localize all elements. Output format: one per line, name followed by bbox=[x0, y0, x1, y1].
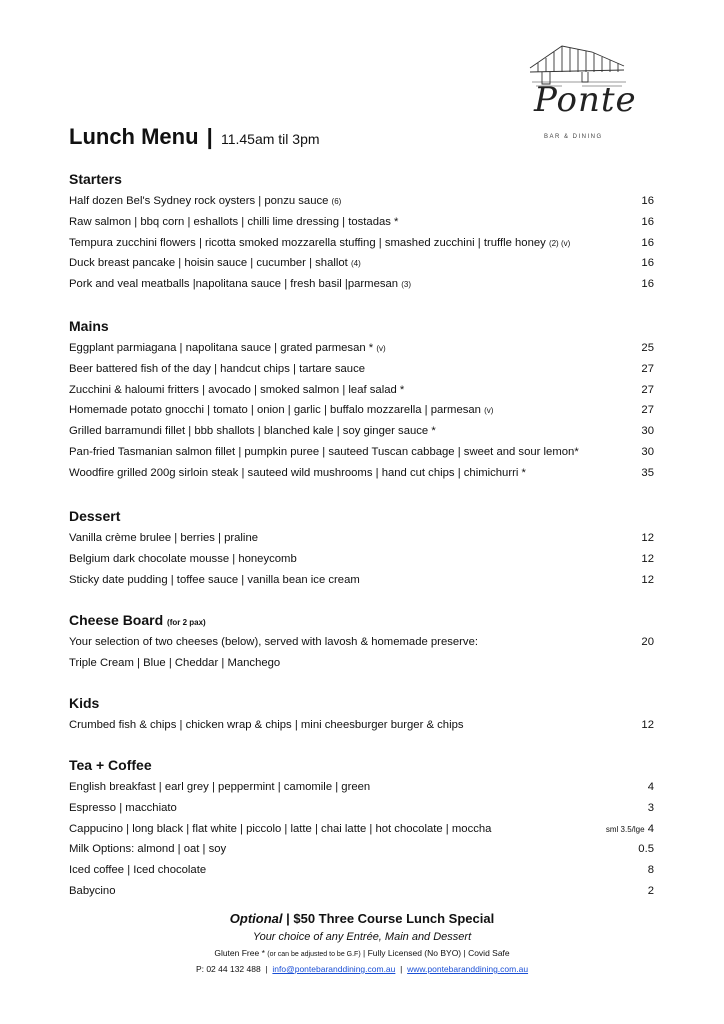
menu-item-description bbox=[69, 193, 341, 210]
menu-item-price bbox=[641, 634, 654, 650]
menu-item-price bbox=[641, 402, 654, 418]
license-info: | Fully Licensed (No BYO) | Covid Safe bbox=[363, 948, 510, 958]
price-size-options: sml 3.5/lge bbox=[605, 824, 645, 834]
menu-item-text: Duck breast pancake | hoisin sauce | cucumber | shallot bbox=[69, 257, 348, 270]
price-value: 12 bbox=[641, 719, 654, 731]
menu-item-description bbox=[69, 883, 115, 899]
price-value: 16 bbox=[641, 236, 654, 249]
menu-item-text: Sticky date pudding | toffee sauce | vanilla bean ice cream bbox=[69, 573, 360, 586]
menu-item-text: Pan-fried Tasmanian salmon fillet | pumpkin puree | sauteed Tuscan cabbage | sweet and sour lemon* bbox=[69, 446, 579, 458]
website-link[interactable]: www.pontebaranddining.com.au bbox=[407, 964, 529, 974]
menu-item bbox=[69, 572, 654, 588]
price-value: 16 bbox=[641, 195, 654, 207]
menu-item-tag: (6) bbox=[331, 197, 342, 206]
contact-divider: | bbox=[400, 964, 403, 974]
menu-item-price bbox=[638, 841, 654, 857]
menu-item-tag: (v) bbox=[376, 344, 386, 353]
menu-item-description bbox=[69, 340, 386, 357]
menu-item-description bbox=[69, 465, 526, 481]
menu-item-tag: (4) bbox=[350, 259, 361, 269]
menu-item-price bbox=[641, 551, 654, 567]
menu-item-text: Cappucino | long black | flat white | piccolo | latte | chai latte | hot chocolate | moccha bbox=[69, 822, 492, 835]
menu-item-text: Homemade potato gnocchi | tomato | onion | garlic | buffalo mozzarella | parmesan bbox=[69, 404, 481, 417]
price-value: 2 bbox=[647, 885, 654, 897]
menu-item-price bbox=[641, 382, 654, 398]
menu-item-price bbox=[648, 779, 654, 795]
menu-item-text: Vanilla crème brulee | berries | praline bbox=[69, 532, 259, 544]
section-title bbox=[69, 508, 120, 524]
price-value: 30 bbox=[641, 425, 654, 438]
menu-item bbox=[69, 444, 654, 460]
price-value: 30 bbox=[641, 446, 654, 458]
menu-item-text: Triple Cream | Blue | Cheddar | Manchego bbox=[69, 656, 281, 669]
menu-item bbox=[69, 821, 654, 837]
menu-item-description bbox=[69, 862, 206, 878]
info-line bbox=[0, 945, 724, 961]
menu-item-price bbox=[641, 465, 654, 481]
lunch-special bbox=[0, 909, 724, 929]
price-value: 16 bbox=[641, 278, 654, 291]
price-value: 0.5 bbox=[638, 843, 654, 856]
menu-item bbox=[69, 465, 654, 481]
section-title-text: Cheese Board bbox=[69, 612, 164, 628]
menu-item bbox=[69, 214, 654, 230]
menu-item-price bbox=[641, 255, 654, 271]
menu-item-text: Milk Options: almond | oat | soy bbox=[69, 843, 227, 856]
logo-wordmark: Ponte bbox=[534, 80, 637, 120]
menu-item-description bbox=[69, 717, 464, 733]
menu-item-price bbox=[641, 572, 654, 588]
email-link[interactable]: info@pontebaranddining.com.au bbox=[272, 964, 396, 974]
price-value: 12 bbox=[641, 532, 654, 544]
menu-item-text: Eggplant parmiagana | napolitana sauce | grated parmesan * bbox=[69, 342, 374, 354]
phone: P: 02 44 132 488 bbox=[195, 964, 261, 974]
menu-item-price bbox=[641, 717, 654, 733]
menu-item-text: Raw salmon | bbq corn | eshallots | chilli lime dressing | tostadas * bbox=[69, 215, 399, 228]
menu-item-text: Tempura zucchini flowers | ricotta smoked mozzarella stuffing | smashed zucchini | truffle honey bbox=[69, 236, 546, 249]
menu-item-description bbox=[69, 214, 398, 230]
menu-item bbox=[69, 382, 654, 398]
section-title-text: Dessert bbox=[69, 508, 121, 524]
contact-line bbox=[0, 961, 724, 977]
menu-item-price bbox=[641, 340, 654, 356]
section-title bbox=[69, 695, 99, 711]
special-choice: Your choice of any Entrée, Main and Dessert bbox=[252, 931, 472, 943]
menu-item-description bbox=[69, 572, 360, 588]
menu-item-description bbox=[69, 551, 297, 567]
menu-item-text: Espresso | macchiato bbox=[69, 801, 177, 814]
menu-item bbox=[69, 841, 654, 857]
footer bbox=[0, 909, 724, 977]
menu-item-price bbox=[648, 883, 654, 899]
section-title-text: Starters bbox=[69, 171, 122, 187]
menu-item-description bbox=[69, 361, 365, 377]
section-note: (for 2 pax) bbox=[167, 618, 206, 627]
special-text: | $50 Three Course Lunch Special bbox=[286, 911, 495, 926]
menu-item-description bbox=[69, 530, 258, 546]
menu-item-text: Your selection of two cheeses (below), served with lavosh & homemade preserve: bbox=[69, 636, 478, 648]
menu-item bbox=[69, 340, 654, 356]
logo-tagline: BAR & DINING bbox=[544, 134, 603, 140]
menu-item-description bbox=[69, 655, 280, 671]
menu-item-description bbox=[69, 634, 478, 650]
menu-item-price bbox=[641, 444, 654, 460]
menu-item-price bbox=[648, 862, 654, 878]
menu-item bbox=[69, 862, 654, 878]
menu-item bbox=[69, 255, 654, 271]
menu-item-text: Belgium dark chocolate mousse | honeycomb bbox=[69, 552, 297, 565]
menu-item bbox=[69, 883, 654, 899]
menu-item-tag: (3) bbox=[401, 280, 411, 290]
menu-item bbox=[69, 634, 654, 650]
section-title bbox=[69, 318, 109, 334]
price-value: 20 bbox=[641, 636, 654, 648]
menu-item-text: English breakfast | earl grey | peppermint | camomile | green bbox=[69, 781, 371, 793]
menu-item-price bbox=[641, 276, 654, 292]
menu-item-text: Iced coffee | Iced chocolate bbox=[69, 864, 207, 877]
menu-item bbox=[69, 402, 654, 418]
menu-item bbox=[69, 193, 654, 209]
menu-item-description bbox=[69, 235, 570, 252]
menu-item-description bbox=[69, 276, 411, 293]
menu-item bbox=[69, 276, 654, 292]
menu-item-text: Grilled barramundi fillet | bbb shallots | blanched kale | soy ginger sauce * bbox=[69, 425, 436, 438]
menu-item-text: Beer battered fish of the day | handcut chips | tartare sauce bbox=[69, 362, 365, 375]
price-value: 12 bbox=[641, 552, 654, 565]
section-title-text: Mains bbox=[69, 318, 109, 334]
menu-item bbox=[69, 800, 654, 816]
menu-item-price bbox=[641, 214, 654, 230]
menu-item-price bbox=[641, 530, 654, 546]
menu-item-description bbox=[69, 255, 361, 272]
menu-item-description bbox=[69, 821, 491, 837]
price-value: 35 bbox=[641, 466, 654, 479]
price-value: 8 bbox=[647, 864, 654, 877]
price-value: 4 bbox=[647, 822, 654, 835]
menu-item-price bbox=[641, 193, 654, 209]
price-value: 27 bbox=[641, 404, 654, 417]
price-value: 27 bbox=[641, 362, 654, 375]
menu-item-description bbox=[69, 779, 370, 795]
menu-item bbox=[69, 717, 654, 733]
section-title bbox=[69, 171, 122, 187]
menu-item-price bbox=[648, 800, 654, 816]
menu-item-text: Babycino bbox=[69, 885, 116, 897]
menu-item-text: Half dozen Bel's Sydney rock oysters | ponzu sauce bbox=[69, 195, 329, 207]
price-value: 4 bbox=[647, 781, 654, 793]
menu-item-description bbox=[69, 800, 177, 816]
menu-item-text: Zucchini & haloumi fritters | avocado | smoked salmon | leaf salad * bbox=[69, 383, 405, 396]
menu-item-description bbox=[69, 423, 436, 439]
menu-item-price bbox=[606, 821, 654, 838]
menu-item bbox=[69, 655, 654, 671]
section-title bbox=[69, 757, 152, 773]
section-title bbox=[69, 612, 206, 628]
menu-item-price bbox=[641, 235, 654, 251]
menu-item-description bbox=[69, 444, 579, 460]
section-title-text: Tea + Coffee bbox=[69, 757, 152, 773]
contact-divider: | bbox=[265, 964, 268, 974]
menu-item bbox=[69, 361, 654, 377]
price-value: 16 bbox=[641, 215, 654, 228]
menu-item-price bbox=[641, 423, 654, 439]
gluten-free-note: (or can be adjusted to be G.F) bbox=[267, 951, 361, 958]
menu-item bbox=[69, 530, 654, 546]
price-value: 3 bbox=[647, 801, 654, 814]
menu-item-description bbox=[69, 402, 493, 419]
menu-item-price bbox=[641, 361, 654, 377]
menu-item-text: Crumbed fish & chips | chicken wrap & chips | mini cheesburger burger & chips bbox=[69, 719, 464, 731]
gluten-free-label: Gluten Free * bbox=[214, 948, 265, 958]
menu-item-description bbox=[69, 382, 404, 398]
optional-label: Optional bbox=[229, 911, 283, 926]
price-value: 25 bbox=[641, 342, 654, 354]
menu-item-tag: (2) (v) bbox=[548, 238, 571, 248]
section-title-text: Kids bbox=[69, 695, 100, 711]
menu-item-text: Pork and veal meatballs |napolitana sauce | fresh basil |parmesan bbox=[69, 278, 399, 291]
title-separator: | bbox=[206, 124, 213, 149]
menu-item bbox=[69, 423, 654, 439]
price-value: 27 bbox=[641, 383, 654, 396]
logo bbox=[522, 38, 642, 148]
menu-item-description bbox=[69, 841, 226, 857]
menu-item bbox=[69, 235, 654, 251]
menu-item-tag: (v) bbox=[484, 406, 494, 416]
page-title bbox=[69, 124, 320, 150]
menu-hours: 11.45am til 3pm bbox=[220, 131, 320, 147]
price-value: 12 bbox=[641, 573, 654, 586]
price-value: 16 bbox=[641, 257, 654, 270]
menu-item-text: Woodfire grilled 200g sirloin steak | sauteed wild mushrooms | hand cut chips | chimichurri * bbox=[69, 466, 526, 479]
menu-item bbox=[69, 779, 654, 795]
menu-title: Lunch Menu bbox=[69, 124, 199, 149]
menu-item bbox=[69, 551, 654, 567]
